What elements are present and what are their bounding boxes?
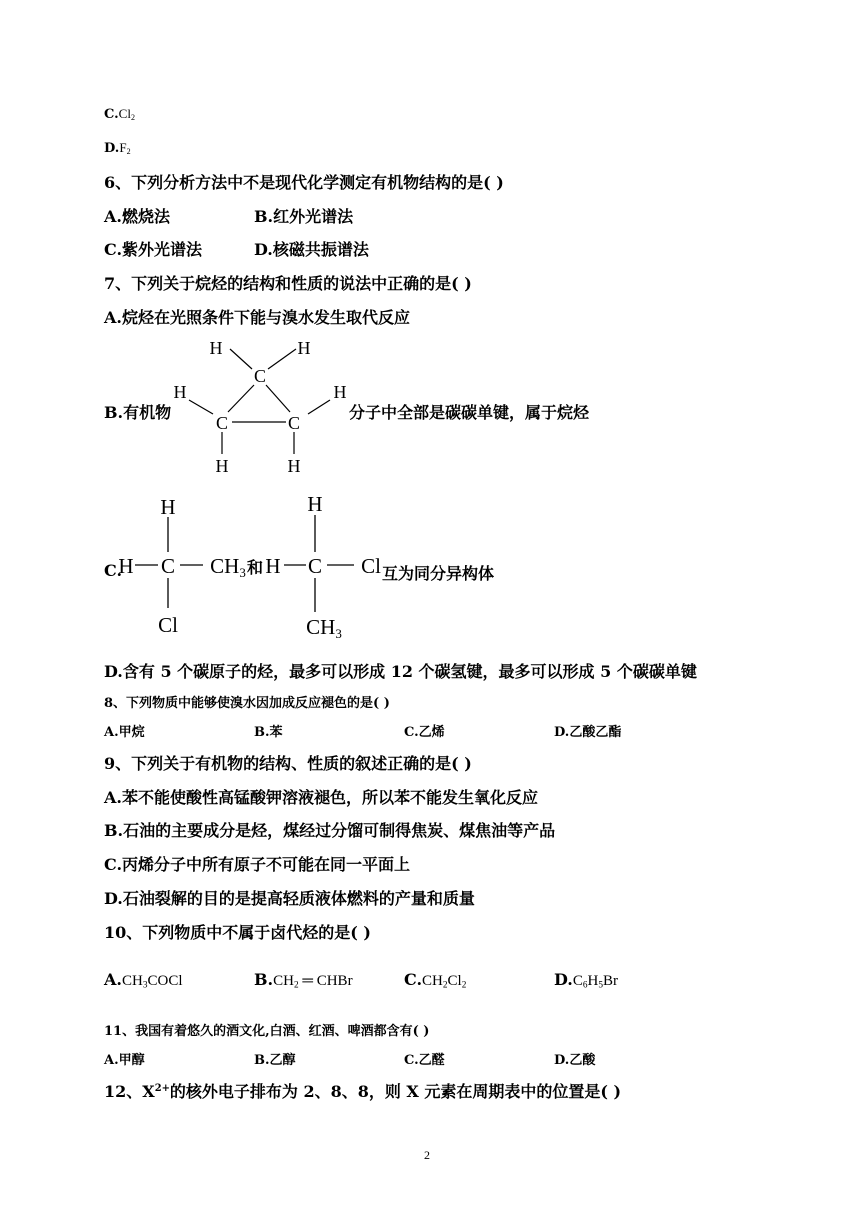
q9-option-a[interactable]: A.苯不能使酸性高锰酸钾溶液褪色，所以苯不能发生氧化反应: [104, 788, 538, 807]
q6-option-a[interactable]: A.燃烧法: [104, 207, 170, 226]
struct2-left: H: [265, 554, 281, 578]
q9-stem: 9、下列关于有机物的结构、性质的叙述正确的是( ): [104, 754, 472, 773]
q8-option-a[interactable]: A.甲烷: [104, 725, 145, 740]
ring-atom: H: [215, 456, 229, 476]
ring-atom: C: [287, 413, 301, 433]
q12-stem: 12、$X^{2+}$的核外电子排布为 2、8、8，则 X 元素在周期表中的位置是( ): [104, 1082, 622, 1101]
ring-atom: H: [287, 456, 301, 476]
q11-option-b[interactable]: B.乙醇: [254, 1053, 296, 1068]
q10-option-d[interactable]: $D.C_6H_5Br$: [554, 970, 619, 991]
q7-option-d[interactable]: D.含有 5 个碳原子的烃，最多可以形成 12 个碳氢键，最多可以形成 5 个碳碳单键: [104, 662, 697, 681]
q5-option-d: $D.F_2$: [104, 140, 131, 156]
q7-option-b-suffix: 分子中全部是碳碳单键，属于烷烃: [349, 403, 590, 422]
q10-stem: 10、下列物质中不属于卤代烃的是( ): [104, 923, 371, 942]
q8-option-b[interactable]: B.苯: [254, 725, 283, 740]
struct2-center: C: [307, 554, 323, 578]
q10-option-a[interactable]: $A.CH_3COCl$: [104, 970, 183, 991]
q6-option-d[interactable]: D.核磁共振谱法: [254, 240, 369, 259]
q7-c-joiner: 和: [247, 560, 264, 577]
q11-option-d[interactable]: D.乙酸: [554, 1053, 596, 1068]
struct1-center: C: [160, 554, 176, 578]
q6-option-c[interactable]: C.紫外光谱法: [104, 240, 203, 259]
ring-atom: H: [209, 338, 223, 358]
struct2-right: Cl: [361, 554, 381, 578]
struct1-top: H: [160, 495, 176, 519]
q11-stem: 11、我国有着悠久的酒文化,白酒、红酒、啤酒都含有( ): [104, 1024, 430, 1039]
q10-option-c[interactable]: $C.CH_2Cl_2$: [404, 970, 467, 991]
q6-stem: 6、下列分析方法中不是现代化学测定有机物结构的是( ): [104, 173, 504, 192]
q8-option-c[interactable]: C.乙烯: [404, 725, 445, 740]
q7-option-a[interactable]: A.烷烃在光照条件下能与溴水发生取代反应: [104, 308, 410, 327]
q11-option-a[interactable]: A.甲醇: [104, 1053, 145, 1068]
page-number: 2: [424, 1148, 430, 1162]
q8-stem: 8、下列物质中能够使溴水因加成反应褪色的是( ): [104, 696, 390, 711]
ring-atom: H: [173, 382, 187, 402]
struct2-bottom: CH3: [306, 615, 342, 640]
struct1-left: H: [118, 554, 134, 578]
ring-atom: C: [253, 366, 267, 386]
q6-option-b[interactable]: B.红外光谱法: [254, 207, 354, 226]
q10-option-b[interactable]: $B.CH_2$ ═ CHBr: [254, 970, 353, 991]
q7-stem: 7、下列关于烷烃的结构和性质的说法中正确的是( ): [104, 274, 472, 293]
q9-option-b[interactable]: B.石油的主要成分是烃，煤经过分馏可制得焦炭、煤焦油等产品: [104, 821, 556, 840]
q11-option-c[interactable]: C.乙醛: [404, 1053, 445, 1068]
q5-option-c: $C.Cl_2$: [104, 106, 135, 122]
q8-option-d[interactable]: D.乙酸乙酯: [554, 725, 622, 740]
q7-option-c-prefix[interactable]: C.: [104, 561, 123, 580]
cyclopropane-structure: [168, 332, 358, 482]
q9-option-d[interactable]: D.石油裂解的目的是提高轻质液体燃料的产量和质量: [104, 889, 475, 908]
q9-option-c[interactable]: C.丙烯分子中所有原子不可能在同一平面上: [104, 855, 411, 874]
ring-atom: H: [333, 382, 347, 402]
q7-option-b-prefix[interactable]: B.有机物: [104, 403, 172, 422]
q7-option-c-suffix: 互为同分异构体: [382, 564, 495, 583]
ring-atom: H: [297, 338, 311, 358]
ring-atom: C: [215, 413, 229, 433]
struct2-top: H: [307, 492, 323, 516]
struct1-right: CH3: [210, 554, 246, 580]
struct1-bottom: Cl: [158, 613, 178, 637]
